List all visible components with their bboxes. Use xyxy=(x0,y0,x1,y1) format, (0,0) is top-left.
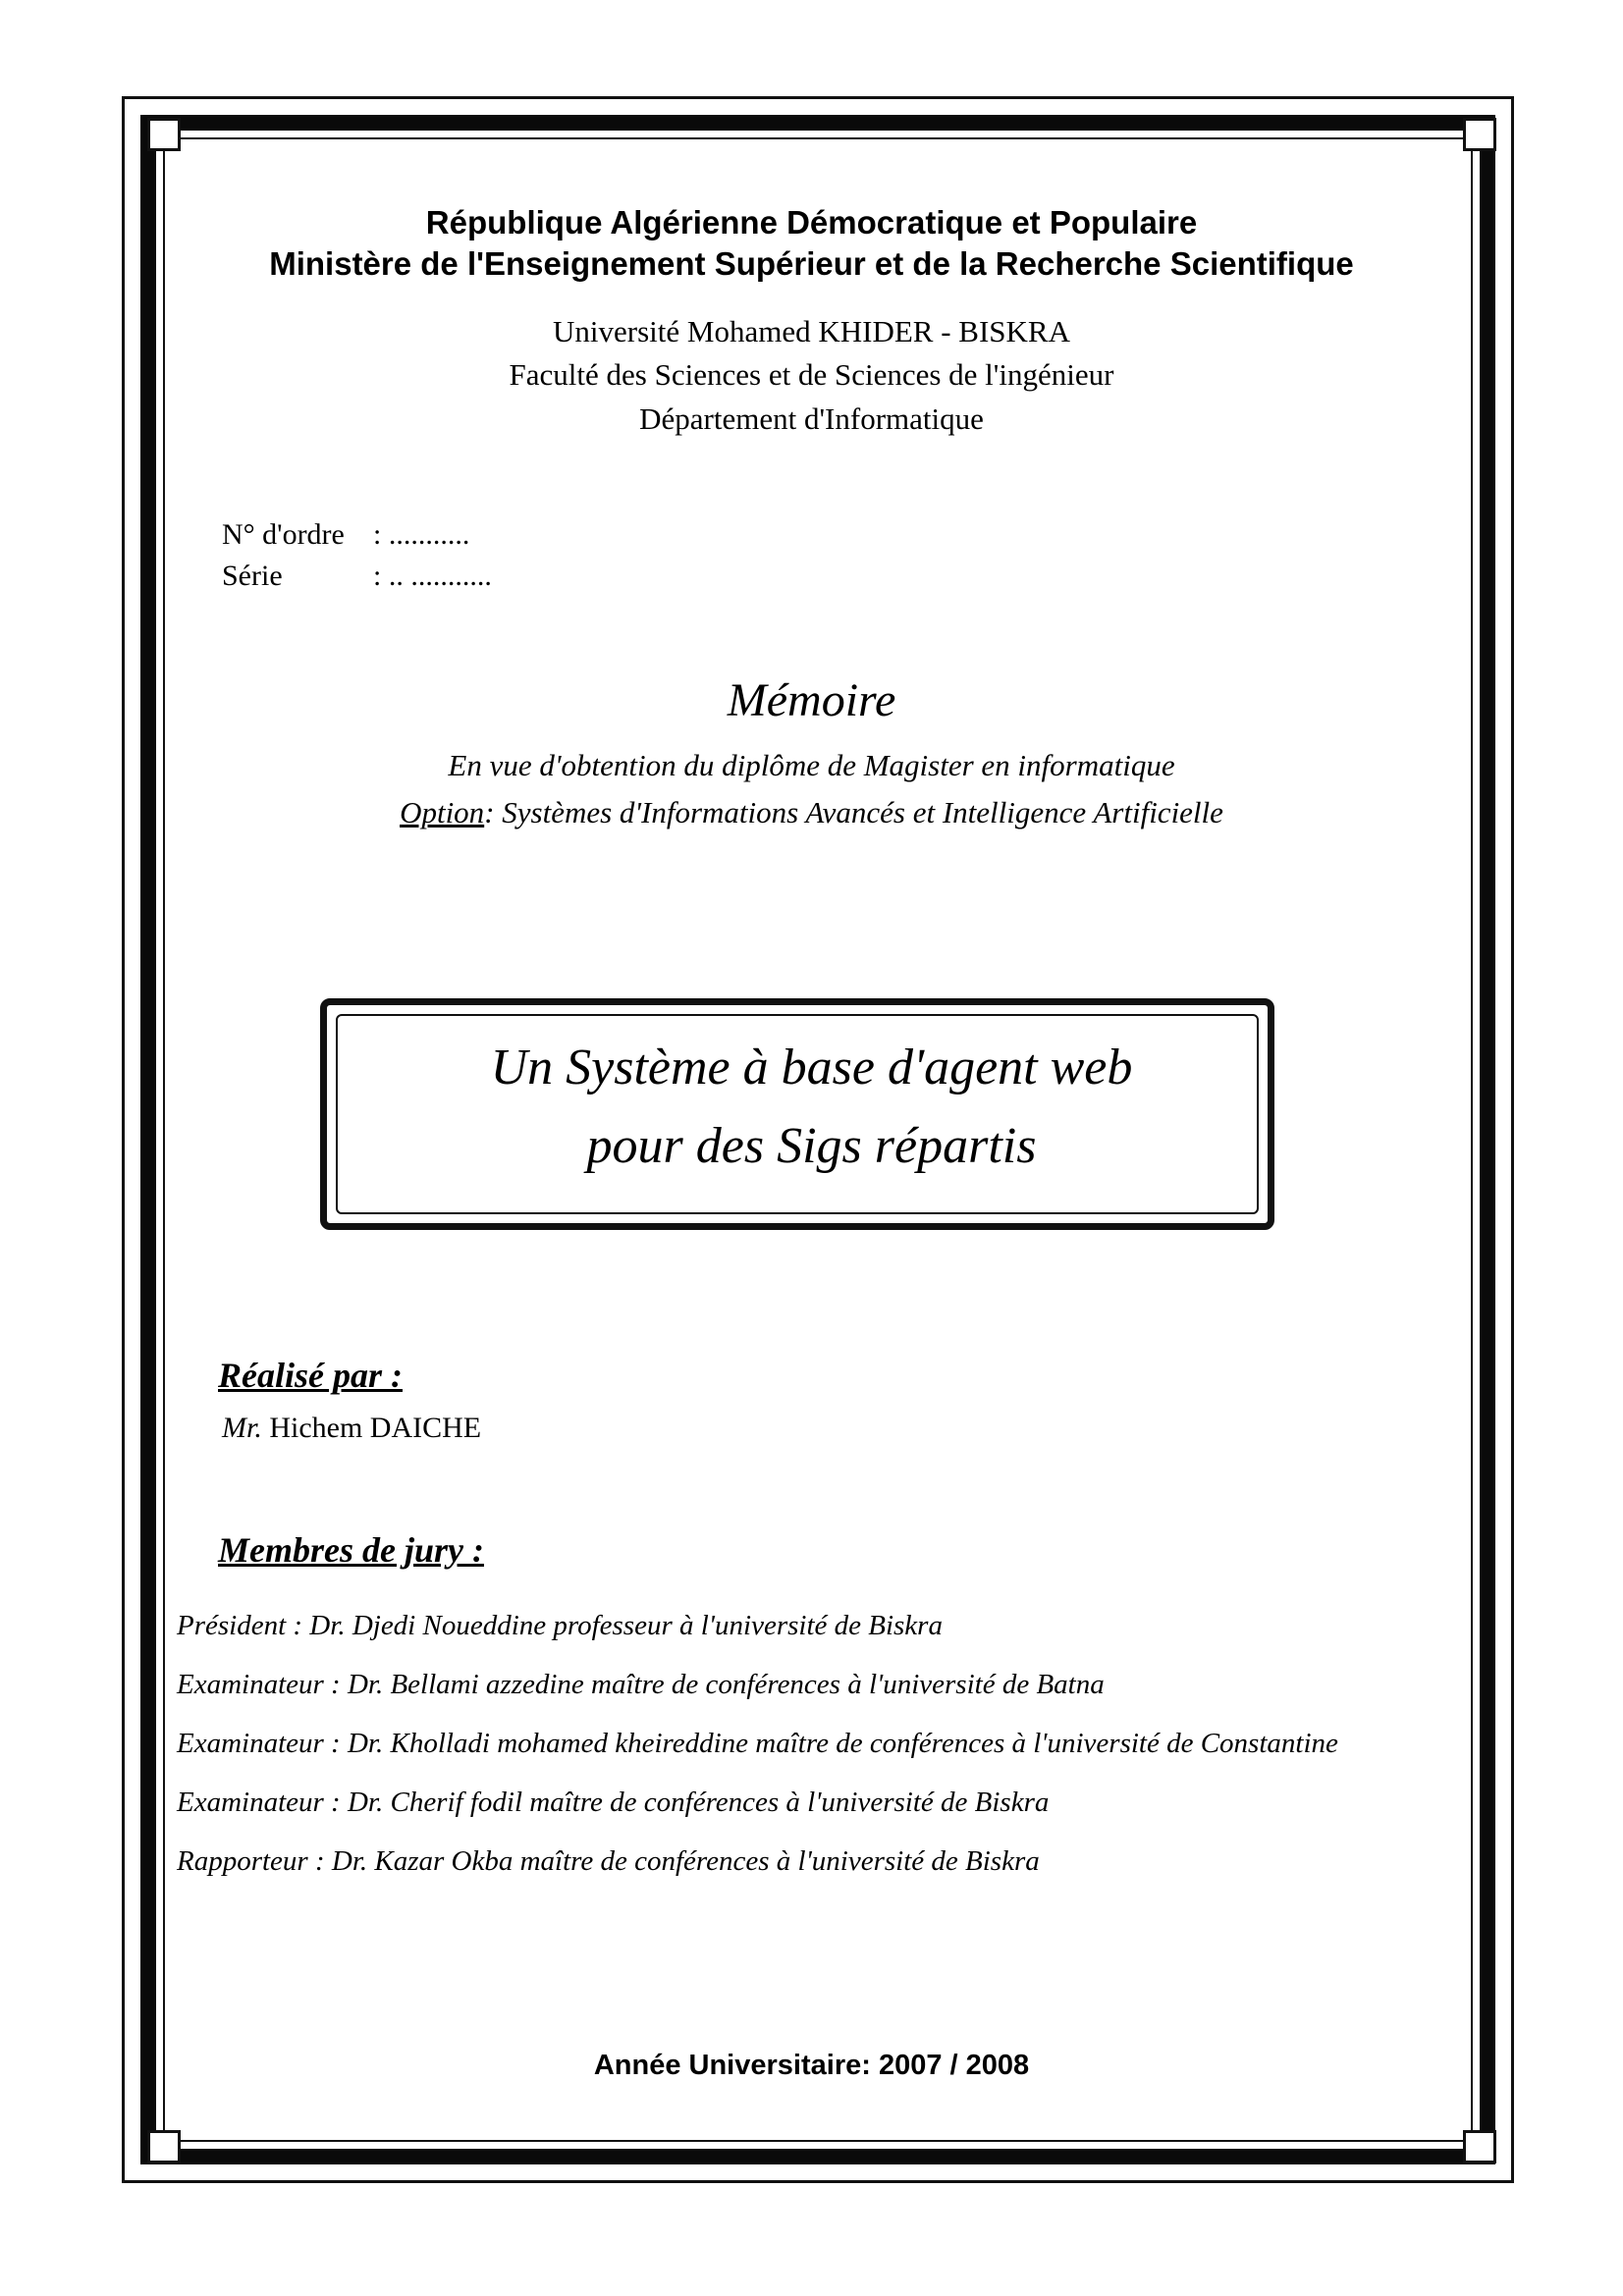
memoire-option xyxy=(0,795,1623,830)
ministry-heading: Ministère de l'Enseignement Supérieur et de la Recherche Scientifique xyxy=(269,245,1354,282)
order-number-value: : ........... xyxy=(373,518,470,551)
author-name: Hichem DAICHE xyxy=(269,1412,482,1444)
option-label: Option xyxy=(400,795,485,829)
frame-corner-top-right xyxy=(1463,118,1496,151)
memoire-subtitle: En vue d'obtention du diplôme de Magister en informatique xyxy=(448,748,1175,782)
university-name: Université Mohamed KHIDER - BISKRA xyxy=(553,314,1070,348)
department-name: Département d'Informatique xyxy=(639,401,984,436)
academic-year: Année Universitaire: 2007 / 2008 xyxy=(593,2050,1030,2081)
jury-member: Examinateur : Dr. Cherif fodil maître de conférences à l'université de Biskra xyxy=(177,1787,1050,1818)
thesis-title-line-2: pour des Sigs répartis xyxy=(586,1118,1037,1174)
order-number-label: N° d'ordre xyxy=(222,518,345,551)
frame-corner-bottom-right xyxy=(1463,2130,1496,2163)
republic-heading: République Algérienne Démocratique et Populaire xyxy=(425,204,1198,240)
memoire-title: Mémoire xyxy=(727,674,896,726)
author-heading: Réalisé par : xyxy=(218,1356,403,1395)
jury-member: Examinateur : Dr. Bellami azzedine maître de conférences à l'université de Batna xyxy=(177,1669,1105,1700)
frame-corner-top-left xyxy=(147,118,181,151)
jury-member: Président : Dr. Djedi Noueddine professeur à l'université de Biskra xyxy=(177,1610,943,1641)
series-value: : .. ........... xyxy=(373,560,492,592)
author-prefix: Mr. xyxy=(222,1412,262,1444)
author-line xyxy=(222,1412,481,1445)
faculty-name: Faculté des Sciences et de Sciences de l'ingénieur xyxy=(509,357,1114,392)
jury-heading: Membres de jury : xyxy=(218,1530,484,1570)
jury-member: Rapporteur : Dr. Kazar Okba maître de conférences à l'université de Biskra xyxy=(177,1845,1040,1877)
series-label: Série xyxy=(222,560,283,592)
option-text: : Systèmes d'Informations Avancés et Intelligence Artificielle xyxy=(484,795,1223,829)
thesis-title-line-1: Un Système à base d'agent web xyxy=(490,1040,1133,1095)
jury-member: Examinateur : Dr. Kholladi mohamed kheireddine maître de conférences à l'université de Constantine xyxy=(177,1728,1338,1759)
frame-corner-bottom-left xyxy=(147,2130,181,2163)
